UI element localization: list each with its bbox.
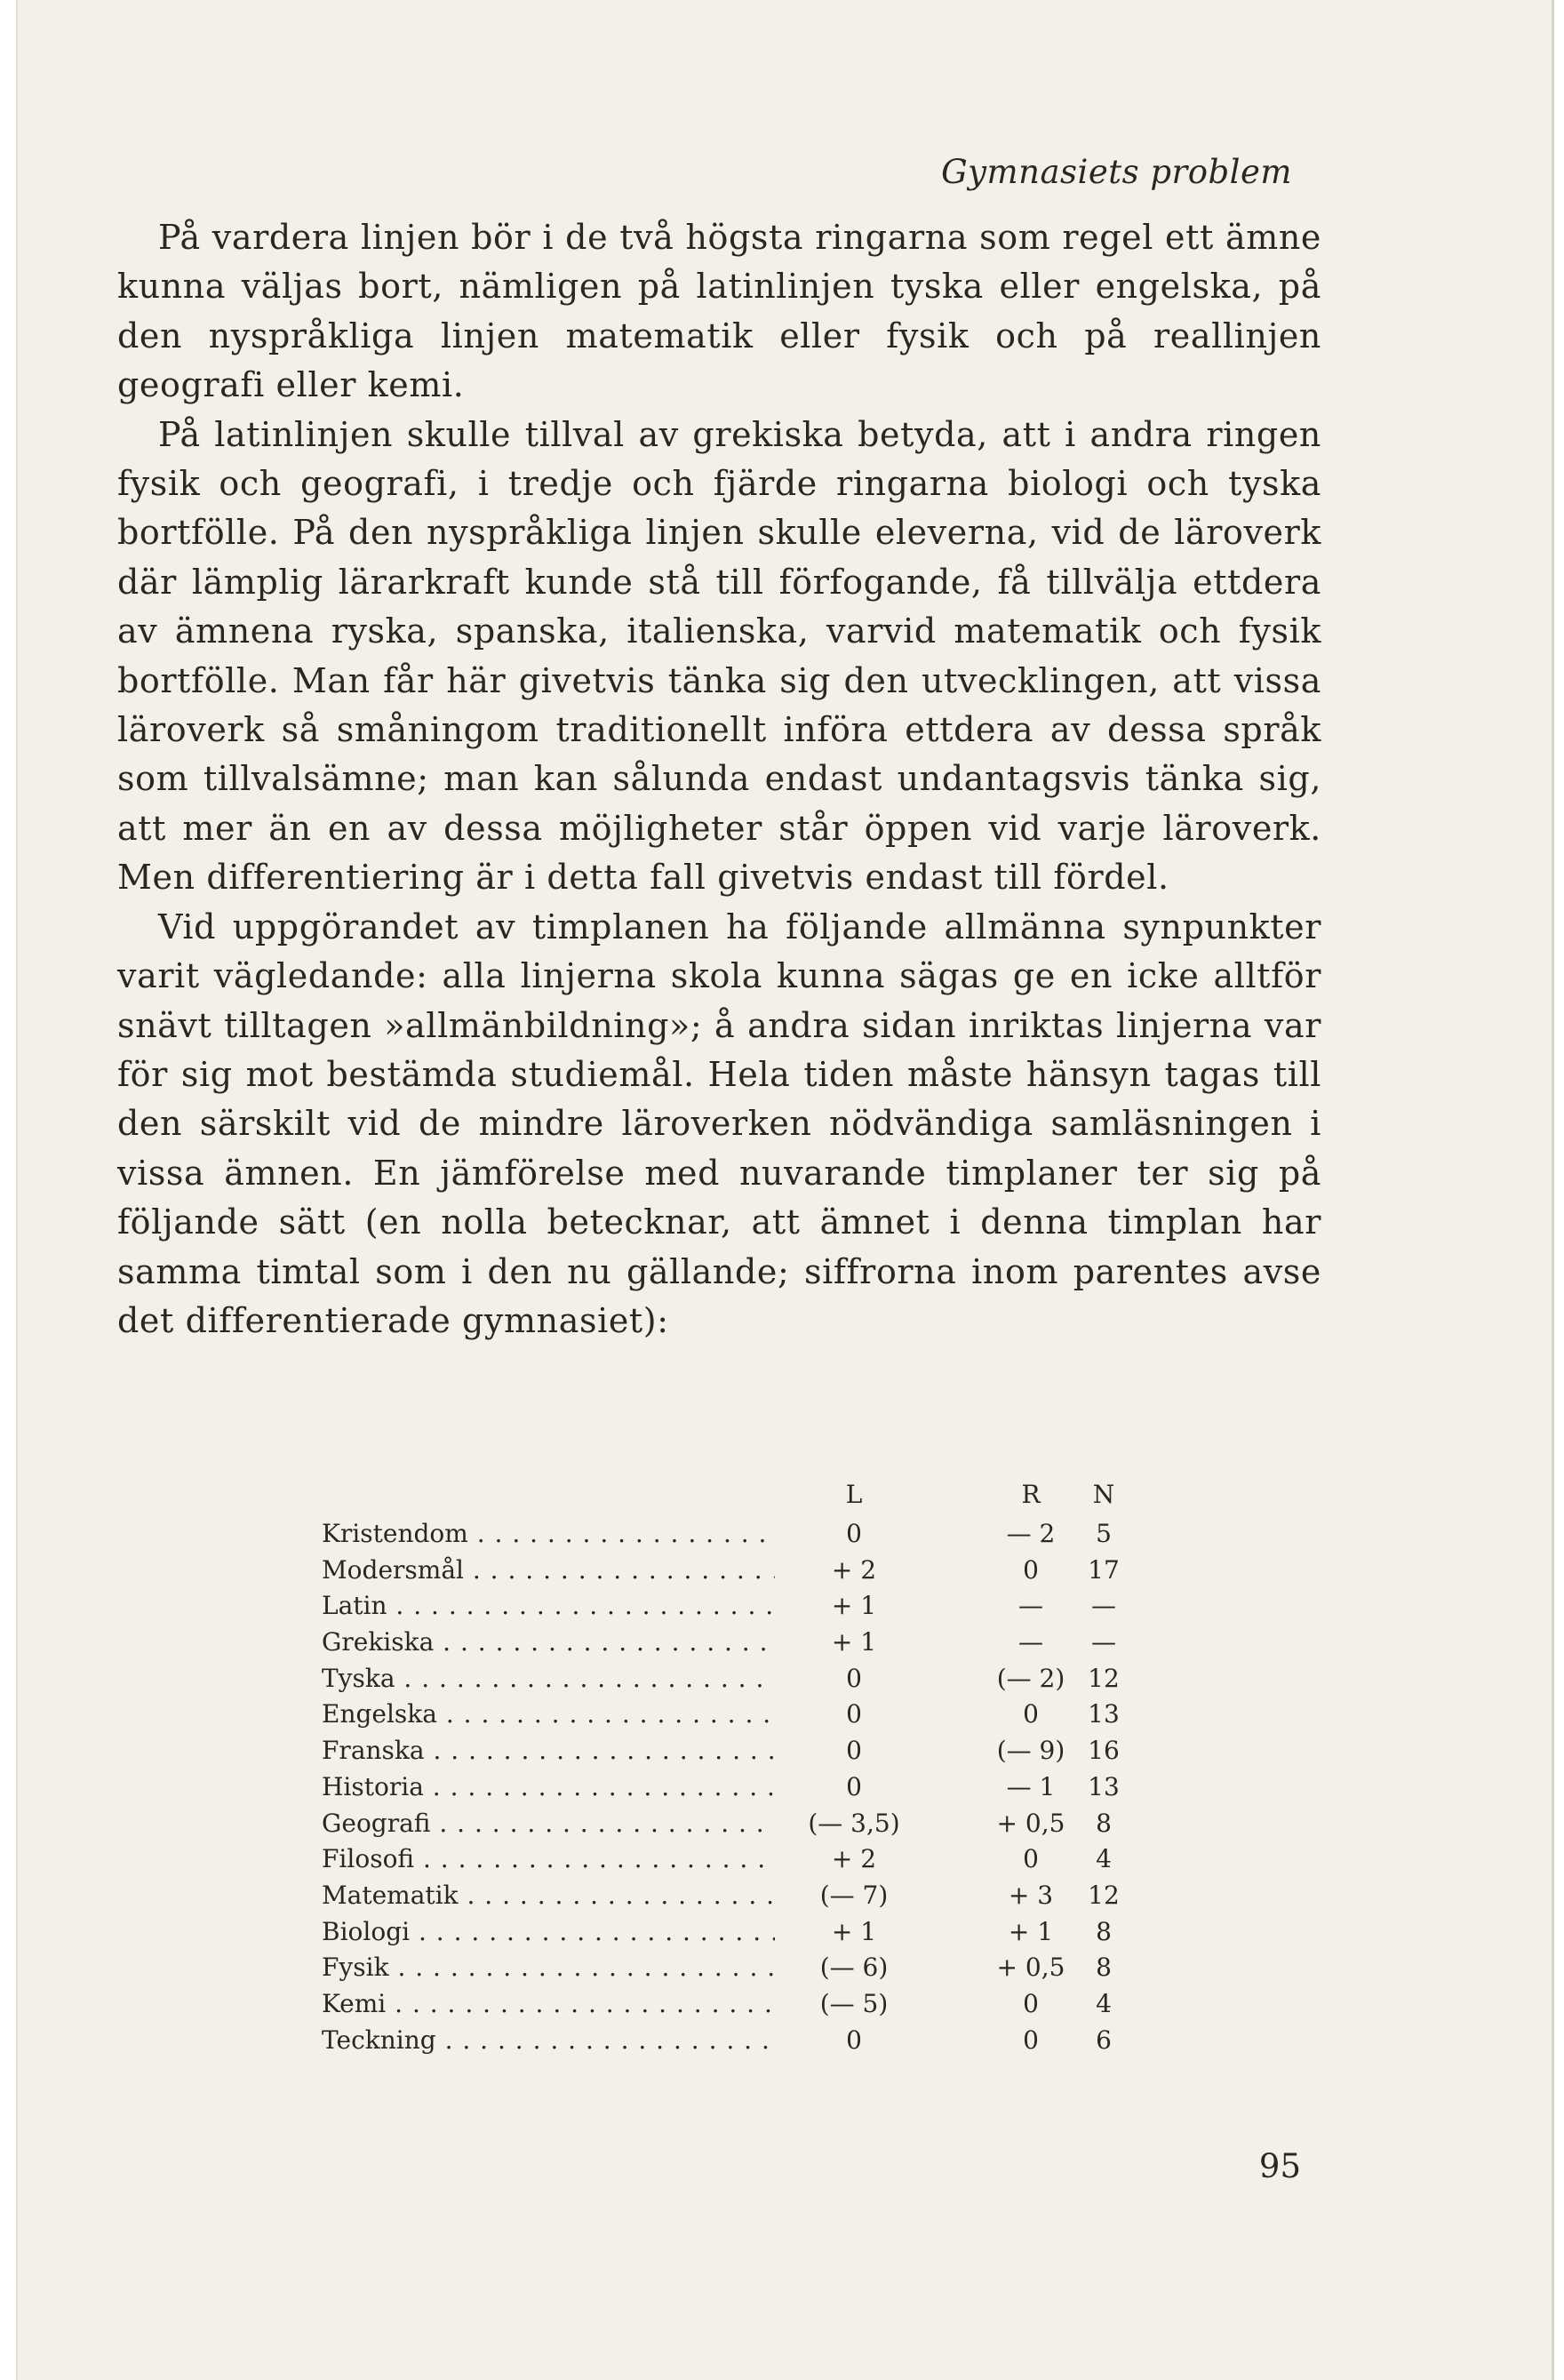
table-row: [304, 1917, 1139, 1953]
value-l: 0: [846, 1519, 862, 1548]
subject-name: Filosofi . . .: [322, 1844, 1065, 1873]
subject-name: Modersmål . . .: [322, 1555, 1065, 1585]
book-page: [16, 0, 1554, 2380]
page-number: 95: [1258, 2147, 1301, 2185]
timetable-comparison: [304, 1480, 1139, 2061]
value-l: + 1: [831, 1627, 877, 1657]
table-row: [304, 1953, 1139, 1989]
value-l: + 2: [831, 1554, 877, 1585]
value-n: —: [1091, 1591, 1116, 1621]
value-r: 0: [1023, 1988, 1039, 2018]
value-l: (— 3,5): [808, 1808, 900, 1838]
value-n: 4: [1096, 1988, 1112, 2018]
value-l: (— 6): [819, 1953, 889, 1983]
subject-name: Biologi . . .: [322, 1917, 1065, 1946]
table-row: [304, 1699, 1139, 1736]
subject-name: Kristendom . . .: [322, 1519, 1065, 1548]
value-n: —: [1091, 1627, 1116, 1657]
value-r: (— 2): [996, 1663, 1065, 1693]
table-row: [304, 1627, 1139, 1664]
subject-name: Grekiska . . .: [322, 1627, 1065, 1657]
table-row: [304, 1591, 1139, 1627]
value-l: + 1: [831, 1591, 877, 1621]
table-row: [304, 1519, 1139, 1555]
value-r: + 0,5: [996, 1808, 1065, 1838]
table-row: [304, 1736, 1139, 1772]
value-n: 12: [1088, 1663, 1120, 1693]
subject-name: Engelska . . .: [322, 1699, 1065, 1729]
value-l: 0: [846, 1699, 862, 1729]
column-header-r: R: [1021, 1480, 1041, 1509]
subject-name: Kemi . . .: [322, 1989, 1065, 2018]
value-r: 0: [1023, 1699, 1039, 1729]
table-row: [304, 1664, 1139, 1700]
value-n: 8: [1096, 1953, 1112, 1983]
subject-name: Matematik . . .: [322, 1881, 1065, 1910]
value-n: 13: [1088, 1699, 1120, 1729]
value-r: — 2: [1006, 1519, 1056, 1548]
subject-name: Franska . . .: [322, 1736, 1065, 1765]
value-n: 6: [1096, 2025, 1112, 2055]
value-n: 8: [1096, 1916, 1112, 1946]
value-r: 0: [1023, 2025, 1039, 2055]
table-row: [304, 1989, 1139, 2025]
value-r: — 1: [1006, 1771, 1056, 1801]
subject-name: Historia . . .: [322, 1772, 1065, 1801]
value-l: (— 7): [819, 1880, 889, 1910]
column-header-l: L: [845, 1480, 863, 1509]
column-header-n: N: [1092, 1480, 1115, 1509]
value-r: + 0,5: [996, 1953, 1065, 1983]
value-r: 0: [1023, 1554, 1039, 1585]
paragraph: Vid uppgörandet av timplanen ha följande allmänna synpunkter varit vägledande: alla linjerna skola kunna sägas ge en icke alltför snävt tilltagen »allmänbildning»; å andra sidan inriktas linjerna var för sig mot bestämda studiemål. Hela tiden måste hänsyn tagas till den särskilt vid de mindre läroverken nödvändiga samläsningen i vissa ämnen. En jämförelse med nuvarande timplaner ter sig på följande sätt (en nolla betecknar, att ämnet i denna timplan har samma timtal som i den nu gällande; siffrorna inom parentes avse det differentierade gymnasiet):: [117, 906, 1321, 1340]
value-l: 0: [846, 1736, 862, 1766]
table-row: [304, 2025, 1139, 2062]
paragraph: På vardera linjen bör i de två högsta ringarna som regel ett ämne kunna väljas bort, nämligen på latinlinjen tyska eller engelska, på den nyspråkliga linjen matematik eller fysik och på reallinjen geografi eller kemi.: [117, 218, 1321, 405]
value-r: + 1: [1008, 1916, 1054, 1946]
value-l: (— 5): [819, 1988, 889, 2018]
value-l: 0: [846, 2025, 862, 2055]
subject-name: Latin . . .: [322, 1591, 1065, 1620]
value-r: 0: [1023, 1844, 1039, 1874]
value-l: 0: [846, 1663, 862, 1693]
body-text: [117, 213, 1321, 1346]
value-l: + 1: [831, 1916, 877, 1946]
value-n: 17: [1088, 1554, 1120, 1585]
running-header: Gymnasiets problem: [941, 153, 1292, 191]
value-r: (— 9): [996, 1736, 1065, 1766]
value-l: 0: [846, 1771, 862, 1801]
value-r: + 3: [1008, 1880, 1054, 1910]
table-row: [304, 1881, 1139, 1917]
value-r: —: [1018, 1627, 1043, 1657]
table-row: [304, 1772, 1139, 1809]
subject-name: Geografi . . .: [322, 1809, 1065, 1838]
table-header-row: [304, 1480, 1139, 1519]
value-n: 4: [1096, 1844, 1112, 1874]
value-r: —: [1018, 1591, 1043, 1621]
value-n: 5: [1096, 1519, 1112, 1548]
value-n: 8: [1096, 1808, 1112, 1838]
value-n: 13: [1088, 1771, 1120, 1801]
paragraph: På latinlinjen skulle tillval av grekiska betyda, att i andra ringen fysik och geografi, i tredje och fjärde ringarna biologi och tyska bortfölle. På den nyspråkliga linjen skulle eleverna, vid de läroverk där lämplig lärarkraft kunde stå till förfogande, få tillvälja ettdera av ämnena ryska, spanska, italienska, varvid matematik och fysik bortfölle. Man får här givetvis tänka sig den utvecklingen, att vissa läroverk så småningom traditionellt införa ettdera av dessa språk som tillvalsämne; man kan sålunda endast undantagsvis tänka sig, att mer än en av dessa möjligheter står öppen vid varje läroverk. Men differentiering är i detta fall givetvis endast till fördel.: [117, 414, 1321, 898]
table-row: [304, 1555, 1139, 1592]
value-n: 12: [1088, 1880, 1120, 1910]
subject-name: Teckning . . .: [322, 2025, 1065, 2055]
table-row: [304, 1844, 1139, 1881]
subject-name: Tyska . . .: [322, 1664, 1065, 1693]
subject-name: Fysik . . .: [322, 1953, 1065, 1982]
value-l: + 2: [831, 1844, 877, 1874]
table-row: [304, 1809, 1139, 1845]
value-n: 16: [1088, 1736, 1120, 1766]
